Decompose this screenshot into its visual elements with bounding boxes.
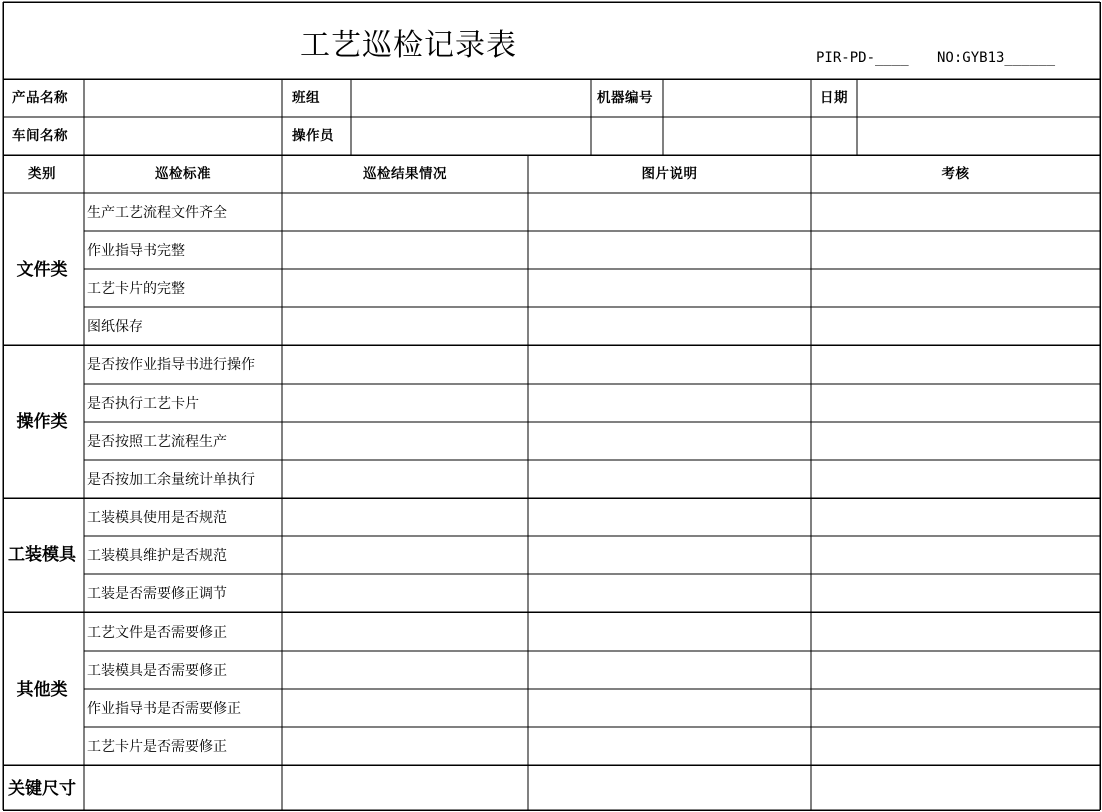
label-product-name: 产品名称 <box>12 90 68 106</box>
label-date: 日期 <box>820 90 848 106</box>
form-title: 工艺巡检记录表 <box>300 28 517 63</box>
col-photo: 图片说明 <box>641 166 698 182</box>
product-name-field[interactable] <box>85 80 282 116</box>
team-field[interactable] <box>351 80 591 116</box>
standard-item: 作业指导书完整 <box>87 243 185 259</box>
operator-field[interactable] <box>351 118 591 154</box>
standard-item: 生产工艺流程文件齐全 <box>87 205 227 221</box>
date-field[interactable] <box>857 80 1100 116</box>
standard-item: 工艺卡片的完整 <box>87 281 185 297</box>
group-label: 操作类 <box>16 412 68 432</box>
group-label: 工装模具 <box>8 545 76 565</box>
machine-no-field[interactable] <box>663 80 811 116</box>
standard-item: 工艺文件是否需要修正 <box>87 625 227 641</box>
standard-item: 是否按加工余量统计单执行 <box>87 472 255 488</box>
standard-item: 图纸保存 <box>87 319 143 335</box>
group-label: 关键尺寸 <box>8 779 76 799</box>
doc-number: NO:GYB13______ <box>937 50 1056 66</box>
label-workshop: 车间名称 <box>12 128 68 144</box>
standard-item: 是否按照工艺流程生产 <box>87 434 227 450</box>
standard-item: 工装是否需要修正调节 <box>87 586 227 602</box>
group-label: 其他类 <box>16 680 68 700</box>
col-category: 类别 <box>28 166 56 182</box>
standard-item: 工装模具维护是否规范 <box>87 548 227 564</box>
standard-item: 工装模具使用是否规范 <box>87 510 227 526</box>
standard-item: 工艺卡片是否需要修正 <box>87 739 227 755</box>
col-result: 巡检结果情况 <box>363 166 447 182</box>
standard-item: 是否按作业指导书进行操作 <box>87 357 255 373</box>
standard-item: 是否执行工艺卡片 <box>87 396 199 412</box>
label-operator: 操作员 <box>292 128 334 144</box>
standard-item: 工装模具是否需要修正 <box>87 663 227 679</box>
label-machine-no: 机器编号 <box>597 90 653 106</box>
standard-item: 作业指导书是否需要修正 <box>87 701 241 717</box>
workshop-field[interactable] <box>85 118 282 154</box>
col-standard: 巡检标准 <box>155 166 211 182</box>
label-team: 班组 <box>292 90 320 106</box>
group-label: 文件类 <box>16 260 68 280</box>
col-assessment: 考核 <box>941 166 970 182</box>
doc-code: PIR-PD-____ <box>816 50 909 66</box>
